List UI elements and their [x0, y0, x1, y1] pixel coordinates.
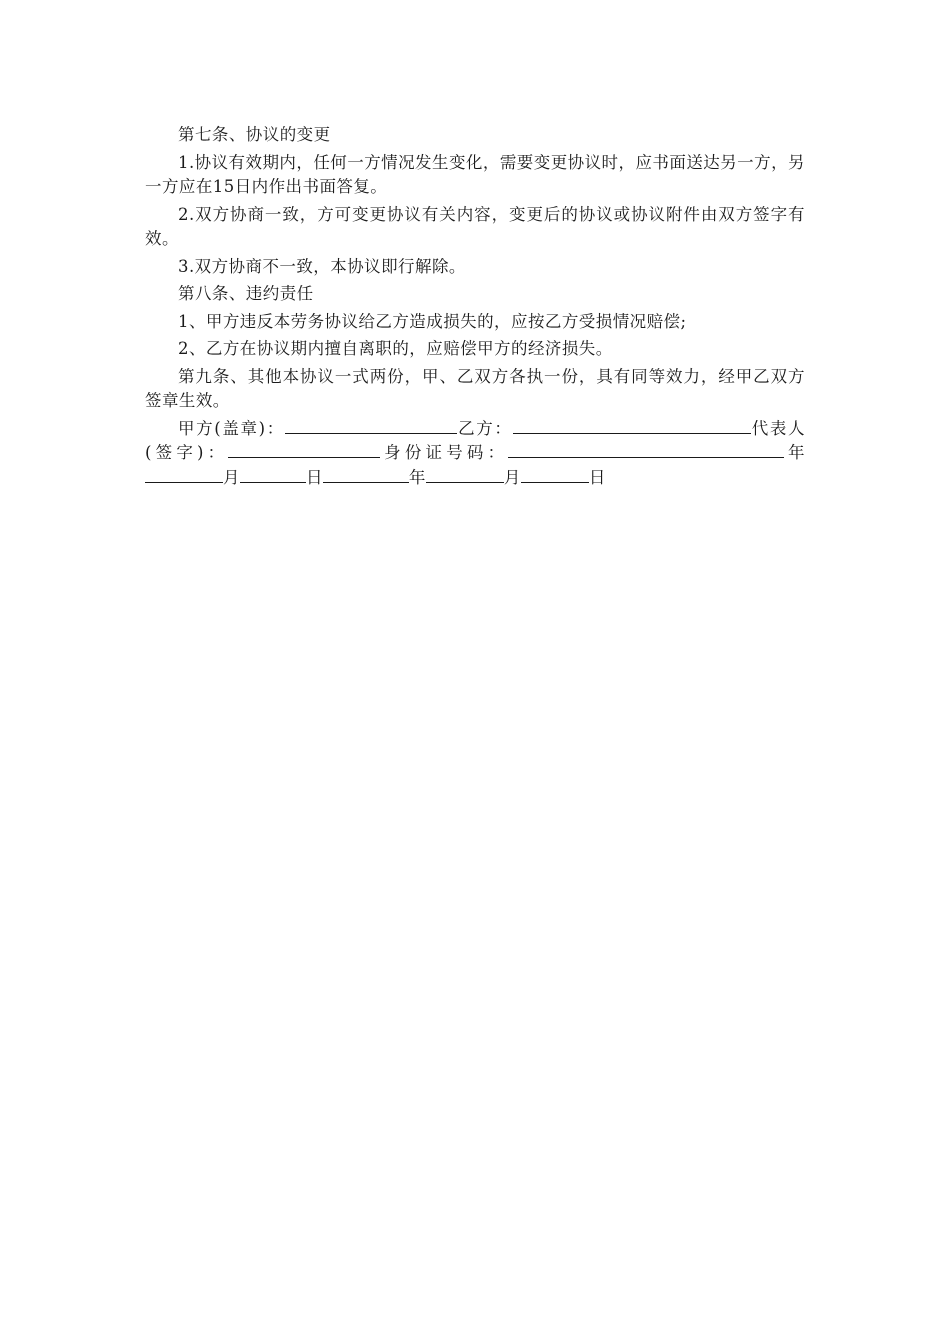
day-label-2: 日: [588, 467, 606, 487]
month-blank-1: [240, 466, 306, 483]
day-label-1: 日: [305, 467, 323, 487]
year-label-1: 年: [784, 443, 806, 462]
document-body: [145, 123, 805, 490]
signature-block: [145, 417, 805, 491]
party-a-blank: [285, 417, 457, 434]
article-7-item-2: 2.双方协商一致，方可变更协议有关内容，变更后的协议或协议附件由双方签字有效。: [145, 204, 805, 248]
party-a-label: 甲方(盖章)：: [178, 418, 285, 438]
day-blank-1: [323, 466, 409, 483]
id-number-label: 身份证号码：: [380, 443, 509, 462]
article-8-heading: 第八条、违约责任: [178, 284, 314, 303]
year-blank-2: [426, 466, 504, 483]
party-b-blank: [513, 417, 751, 434]
id-number-blank: [508, 441, 784, 458]
article-8-item-1: 1、甲方违反本劳务协议给乙方造成损失的，应按乙方受损情况赔偿;: [178, 311, 687, 331]
month-label-2: 月: [503, 467, 521, 487]
year-blank-1: [145, 466, 223, 483]
article-9-text: 第九条、其他本协议一式两份，甲、乙双方各执一份，具有同等效力，经甲乙双方签章生效。: [145, 366, 805, 410]
party-b-label: 乙方：: [456, 418, 513, 438]
article-8-item-2: 2、乙方在协议期内擅自离职的，应赔偿甲方的经济损失。: [178, 339, 613, 358]
article-7-item-1: 1.协议有效期内，任何一方情况发生变化，需要变更协议时，应书面送达另一方，另一方应在15日内作出书面答复。: [145, 152, 805, 196]
month-blank-2: [521, 466, 589, 483]
representative-blank: [228, 441, 380, 458]
year-label-2: 年: [408, 467, 426, 487]
article-7-item-3: 3.双方协商不一致，本协议即行解除。: [178, 256, 466, 276]
representative-label: 代表人(签字)：: [145, 418, 805, 462]
article-7-heading: 第七条、协议的变更: [178, 125, 331, 144]
month-label-1: 月: [223, 467, 240, 487]
